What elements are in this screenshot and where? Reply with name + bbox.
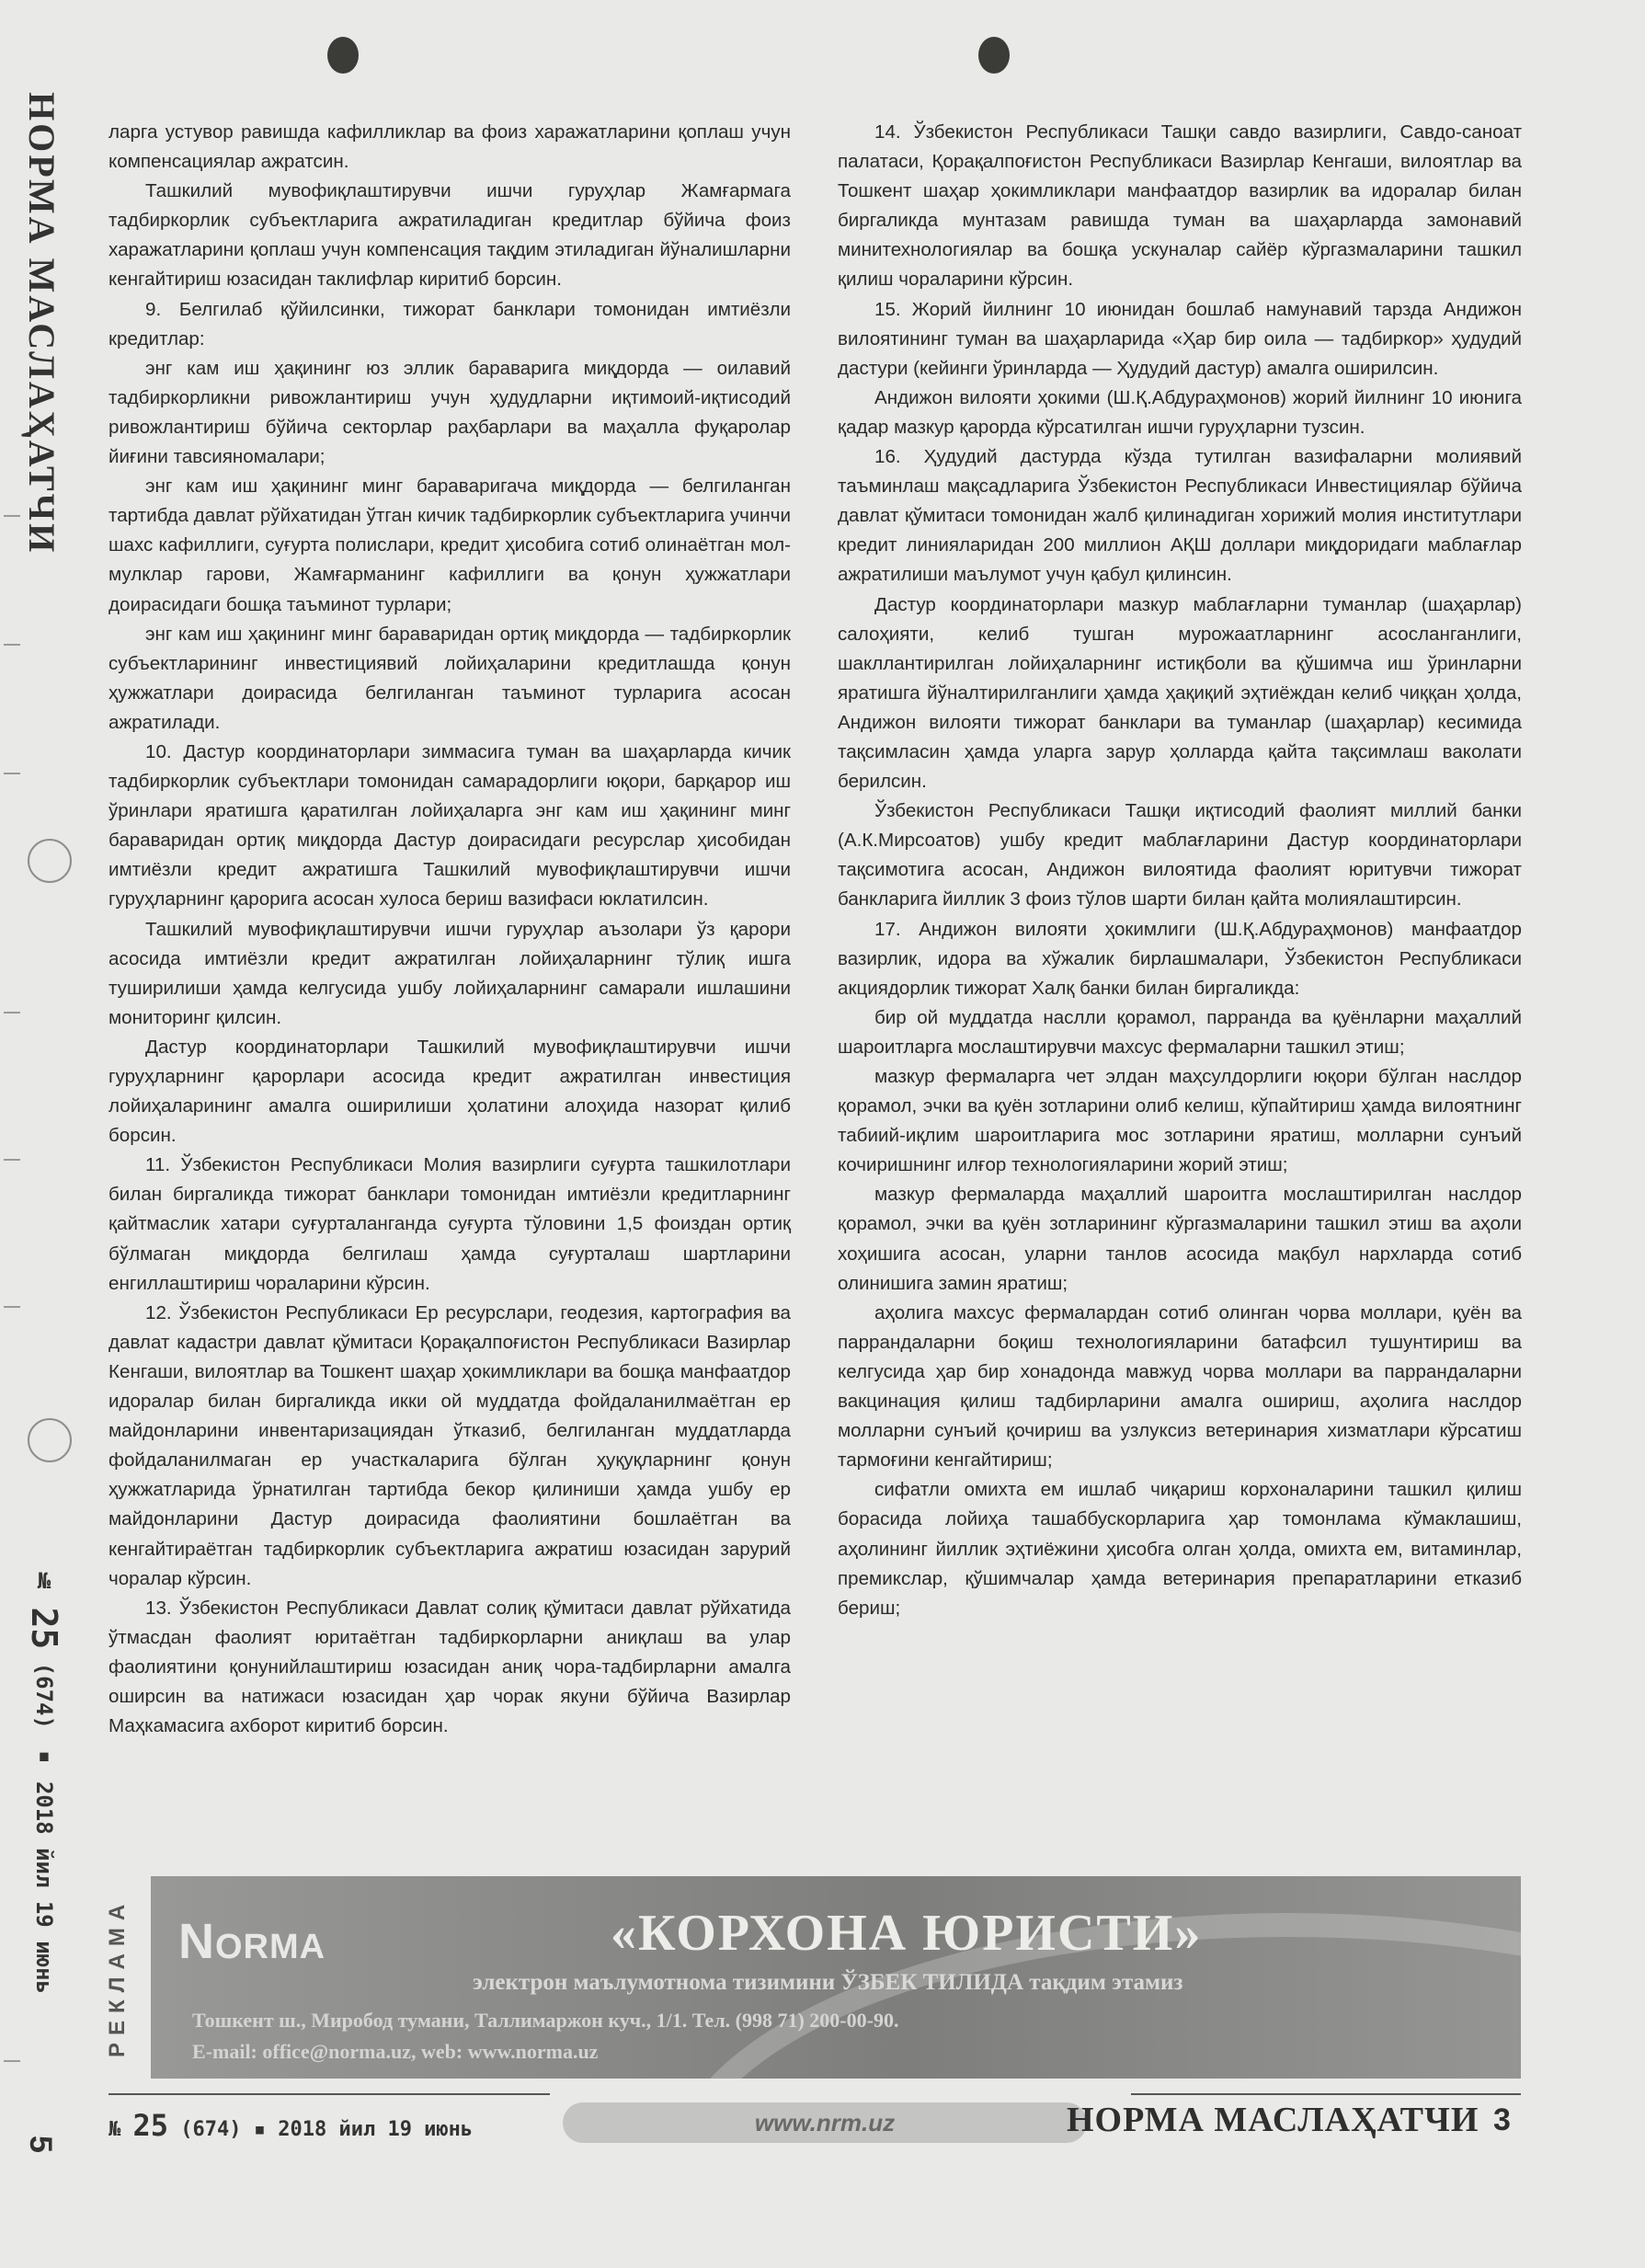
right-column bbox=[838, 118, 1522, 1623]
footer-page-number: 3 bbox=[1493, 2102, 1511, 2137]
advertisement-banner bbox=[151, 1876, 1521, 2079]
paragraph: 9. Белгилаб қўйилсинки, тижорат банклари томонидан имтиёзли кредитлар: bbox=[109, 298, 791, 349]
logo-initial: N bbox=[178, 1914, 215, 1969]
footer-issue-prefix: № bbox=[109, 2118, 121, 2141]
footer-issue-number: 25 bbox=[132, 2108, 169, 2143]
paragraph: энг кам иш ҳақининг минг бараваридан ортиқ миқдорда — тадбиркорлик субъектларининг инвестициявий лойиҳаларини кредитлашда қонун ҳужжатлари доирасида белгиланган таъминот турларига асосан ажратилади. bbox=[109, 623, 791, 733]
sidebar-issue-info bbox=[24, 1568, 64, 1994]
advertisement-label: РЕКЛАМА bbox=[105, 1896, 130, 2058]
paragraph: 14. Ўзбекистон Республикаси Ташқи савдо вазирлиги, Савдо-саноат палатаси, Қорақалпоғистон Республикаси Вазирлар Кенгаши, вилоятлар ва Тошкент шаҳар ҳокимликлари манфаатдор вазирлик ва идоралар билан биргаликда мунтазам равишда туман ва шаҳарларда замонавий минитехнологиялар ва бошқа ускуналар сайёр кўргазмаларини ташкил қилиш чораларини кўрсин. bbox=[838, 121, 1522, 291]
sidebar-page-number: 5 bbox=[23, 2136, 58, 2153]
sidebar-tick bbox=[4, 2060, 20, 2062]
advertisement-subtitle: электрон маълумотнома тизимини ЎЗБЕК ТИЛИДА тақдим этамиз bbox=[473, 1970, 1183, 1995]
paragraph: мазкур фермаларга чет элдан маҳсулдорлиги юқори бўлган наслдор қорамол, эчки ва қуён зотларини олиб келиш, кўпайтириш ҳамда вилоятнинг табиий-иқлим шароитларига мос зотларини яратиш, молларни сунъий кочиришнинг илғор технологияларини жорий этиш; bbox=[838, 1066, 1522, 1176]
sidebar-issue-number: 25 bbox=[24, 1607, 64, 1650]
sidebar-tick bbox=[4, 773, 20, 774]
norma-logo bbox=[178, 1913, 326, 1970]
paragraph: 15. Жорий йилнинг 10 июнидан бошлаб намунавий тарзда Андижон вилоятининг туман ва шаҳарларида «Ҳар бир оила — тадбиркор» ҳудудий дастури (кейинги ўринларда — Ҳудудий дастур) амалга оширилсин. bbox=[838, 298, 1522, 379]
sidebar-issue-date: (674) ▪ 2018 йил 19 июнь bbox=[31, 1662, 57, 1995]
advertisement-contacts: E-mail: office@norma.uz, web: www.norma.uz bbox=[192, 2040, 599, 2063]
footer-rule bbox=[1131, 2093, 1521, 2095]
paragraph: 11. Ўзбекистон Республикаси Молия вазирлиги суғурта ташкилотлари билан биргаликда тижорат банклари томонидан имтиёзли кредитларнинг қайтмаслик хатари суғурталанганда суғурта тўловини 1,5 фоиздан ортиқ бўлмаган миқдорда белгилаш ҳамда суғурталаш шартларини енгиллаштириш чораларини кўрсин. bbox=[109, 1154, 791, 1294]
paragraph: 17. Андижон вилояти ҳокимлиги (Ш.Қ.Абдураҳмонов) манфаатдор вазирлик, идора ва хўжалик бирлашмалари, Ўзбекистон Республикаси акциядорлик тижорат Халқ банки билан биргаликда: bbox=[838, 918, 1522, 999]
paragraph: сифатли омихта ем ишлаб чиқариш корхоналарини ташкил қилиш борасида лойиҳа ташаббускорларига ҳар томонлама кўмаклашиш, аҳолининг йиллик эҳтиёжини ҳисобга олган ҳолда, омихта ем, витаминлар, премикслар, қўшимчалар ҳамда ветеринария препаратларини етказиб бериш; bbox=[838, 1479, 1522, 1619]
paragraph: 10. Дастур координаторлари зиммасига туман ва шаҳарларда кичик тадбиркорлик субъектлари томонидан самарадорлиги юқори, барқарор иш ўринлари яратишга қаратилган лойиҳаларга энг кам иш ҳақининг минг бараваридан ортиқ миқдорда Дастур доирасидаги ресурслар ҳисобидан имтиёзли кредит ажратишга Ташкилий мувофиқлаштирувчи ишчи гуруҳларнинг қарорига асосан хулоса бериш вазифаси юклатилсин. bbox=[109, 740, 791, 911]
advertisement-title: «КОРХОНА ЮРИСТИ» bbox=[611, 1905, 1203, 1962]
paragraph: Ташкилий мувофиқлаштирувчи ишчи гуруҳлар аъзолари ўз қарори асосида имтиёзли кредит ажратилган лойиҳаларнинг тўлиқ ишга туширилиши ҳамда келгусида ушбу лойиҳаларнинг самарали ишлашини мониторинг қилсин. bbox=[109, 918, 791, 1028]
sidebar-brand: НОРМА МАСЛАҲАТЧИ bbox=[21, 92, 63, 556]
paragraph: Дастур координаторлари Ташкилий мувофиқлаштирувчи ишчи гуруҳларнинг қарорлари асосида кредит ажратилган инвестиция лойиҳаларининг амалга оширилиши ҳолатини алоҳида назорат қилиб борсин. bbox=[109, 1036, 791, 1147]
sidebar bbox=[0, 0, 92, 2268]
paragraph: энг кам иш ҳақининг минг баравaригача миқдорда — белгиланган тартибда давлат рўйхатидан ўтган кичик тадбиркорлик субъектларига учинчи шахс кафиллиги, суғурта полислари, кредит ҳисобига сотиб олинаётган мол-мулклар гарови, Жамғарманинг кафиллиги ва қонун ҳужжатлари доирасидаги бошқа таъминот турлари; bbox=[109, 475, 791, 615]
paragraph: мазкур фермаларда маҳаллий шароитга мослаштирилган наслдор қорамол, эчки ва қуён зотларининг кўргазмаларини ташкил этиш ва аҳоли хоҳишига асосан, уларни танлов асосида мақбул нархларда сотиб олинишига замин яратиш; bbox=[838, 1184, 1522, 1294]
advertisement-address: Тошкент ш., Миробод тумани, Таллимаржон куч., 1/1. Тел. (998 71) 200-00-90. bbox=[192, 2009, 899, 2032]
sidebar-issue-prefix: № bbox=[31, 1568, 57, 1594]
footer-rule bbox=[109, 2093, 550, 2095]
footer-brand: НОРМА МАСЛАҲАТЧИ bbox=[1067, 2101, 1479, 2139]
footer-issue-date: (674) ▪ 2018 йил 19 июнь bbox=[180, 2118, 474, 2141]
sidebar-tick bbox=[4, 1306, 20, 1308]
logo-rest: ORMA bbox=[215, 1928, 326, 1966]
sidebar-tick bbox=[4, 515, 20, 517]
footer-issue-info bbox=[109, 2108, 473, 2143]
punch-hole-left bbox=[327, 37, 359, 74]
footer-website: www.nrm.uz bbox=[563, 2102, 1087, 2143]
sidebar-tick bbox=[4, 1012, 20, 1014]
paragraph: аҳолига махсус фермалардан сотиб олинган чорва моллари, қуён ва паррандаларни боқиш технологияларини батафсил тушунтириш ва келгусида ҳар бир хонадонда мавжуд чорва моллари ва паррандаларни вакцинация қилиш тадбирларини амалга ошириш, аҳолига наслдор молларни сунъий қочириш ва узлуксиз ветеринария хизматлари кўрсатиш тармоғини кенгайтириш; bbox=[838, 1301, 1522, 1472]
sidebar-tick bbox=[4, 644, 20, 646]
paragraph: 13. Ўзбекистон Республикаси Давлат солиқ қўмитаси давлат рўйхатида ўтмасдан фаолият юритаётган тадбиркорларни аниқлаш ва улар фаолиятини қонунийлаштириш юзасидан аниқ чора-тадбирларни амалга оширсин ва натижаси юзасидан ҳар чорак якуни бўйича Вазирлар Маҳкамасига ахборот киритиб борсин. bbox=[109, 1597, 791, 1737]
paragraph: ларга устувор равишда кафилликлар ва фоиз харажатларини қоплаш учун компенсациялар ажратсин. bbox=[109, 121, 791, 173]
paragraph: 16. Ҳудудий дастурда кўзда тутилган вазифаларни молиявий таъминлаш мақсадларига Ўзбекистон Республикаси Инвестициялар бўйича давлат қўмитаси томонидан жалб қилинадиган хорижий молия институтлари кредит линияларидан 200 миллион АҚШ доллари миқдоридаги маблағлар ажратилиши маълумот учун қабул қилинсин. bbox=[838, 446, 1522, 586]
left-column bbox=[109, 118, 791, 1741]
paragraph: энг кам иш ҳақининг юз эллик бараварига миқдорда — оилавий тадбиркорликни ривожлантириш учун ҳудудларни иқтимоий-иқтисодий ривожлантириш бўйича секторлар раҳбарлари ва маҳалла фуқаролар йиғини тавсияномалари; bbox=[109, 357, 791, 468]
punch-hole-right bbox=[978, 37, 1010, 74]
paragraph: 12. Ўзбекистон Республикаси Ер ресурслари, геодезия, картография ва давлат кадастри давлат қўмитаси Қорақалпоғистон Республикаси Вазирлар Кенгаши, вилоятлар ва Тошкент шаҳар ҳокимликлари ва бошқа манфаатдор идоралар билан биргаликда икки ой муддатда фойдаланилмаётган ер майдонларини инвентаризациядан ўтказиб, белгиланган муддатларда фойдаланилмаган ер участкаларига бўлган ҳуқуқларнинг қонун ҳужжатларида ўрнатилган тартибда бекор қилиниши ҳамда ушбу ер майдонларини Дастур доирасида фаолиятини бошлаётган ва кенгайтираётган тадбиркорлик субъектларига ажратиш юзасидан зарурий чоралар кўрсин. bbox=[109, 1301, 791, 1589]
paragraph: Ўзбекистон Республикаси Ташқи иқтисодий фаолият миллий банки (А.К.Мирсоатов) ушбу кредит маблағларини Дастур координаторлари тақсимотига асосан, Андижон вилоятида фаолият юритувчи тижорат банкларига йиллик 3 фоиз тўлов шарти билан қайта молиялаштирсин. bbox=[838, 800, 1522, 911]
paragraph: Дастур координаторлари мазкур маблағларни туманлар (шаҳарлар) салоҳияти, келиб тушган мурожаатларнинг асосланганлиги, шакллантирилган лойиҳаларнинг истиқболи ва қўшимча иш ўринларни яратишга йўналтирилганлиги ҳамда ҳақиқий эҳтиёждан келиб чиққан ҳолда, Андижон вилояти тижорат банклари ва туманлар (шаҳарлар) кесимида тақсимласин ҳамда уларга зарур ҳолларда қайта тақсимлаш ваколати берилсин. bbox=[838, 593, 1522, 793]
paragraph: Ташкилий мувофиқлаштирувчи ишчи гуруҳлар Жамғармага тадбиркорлик субъектларига ажратиладиган кредитлар бўйича фоиз харажатларини қоплаш учун компенсация тақдим этиладиган йўналишларни кенгайтириш юзасидан таклифлар киритиб борсин. bbox=[109, 180, 791, 291]
paragraph: Андижон вилояти ҳокими (Ш.Қ.Абдураҳмонов) жорий йилнинг 10 июнига қадар мазкур қарорда кўрсатилган ишчи гуруҳларни тузсин. bbox=[838, 386, 1522, 438]
paragraph: бир ой муддатда наслли қорамол, парранда ва қуёнларни маҳаллий шароитларга мослаштирувчи махсус фермаларни ташкил этиш; bbox=[838, 1006, 1522, 1058]
sidebar-tick bbox=[4, 1159, 20, 1161]
